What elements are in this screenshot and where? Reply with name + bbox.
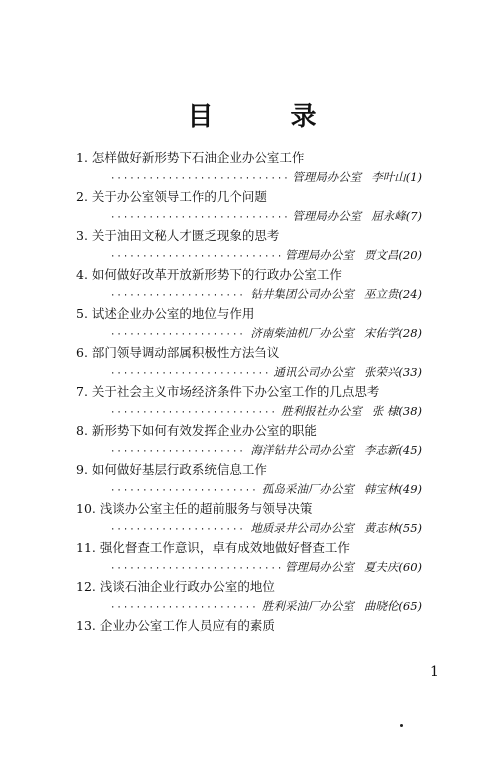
entry-meta [110, 326, 422, 342]
page-title: 目 录 [187, 102, 351, 132]
entry-title: 13. 企业办公室工作人员应有的素质 [76, 618, 275, 633]
entry-author-page: 曲晓伦(65) [363, 599, 422, 613]
entry-source: 通讯公司办公室 [273, 365, 354, 379]
entry-source: 地质录井公司办公室 [250, 521, 354, 535]
toc-entry-7 [76, 384, 422, 423]
entry-author-page: 韩宝林(49) [363, 482, 422, 496]
entry-source: 海洋钻井公司办公室 [250, 443, 354, 457]
toc-entry-13 [76, 618, 422, 657]
entry-title: 12. 浅谈石油企业行政办公室的地位 [76, 579, 275, 594]
table-of-contents [76, 150, 422, 657]
entry-author-page: 巫立贵(24) [363, 287, 422, 301]
entry-author-page: 宋佑学(28) [363, 326, 422, 340]
entry-meta [110, 482, 422, 498]
dot-leader [110, 562, 281, 576]
entry-meta [110, 521, 422, 537]
entry-meta [110, 443, 422, 459]
entry-title: 4. 如何做好改革开放新形势下的行政办公室工作 [76, 267, 342, 282]
dot-leader [110, 523, 246, 537]
toc-entry-8 [76, 423, 422, 462]
print-speck [400, 724, 403, 727]
dot-leader [110, 406, 277, 420]
toc-entry-3 [76, 228, 422, 267]
entry-author-page: 张荣兴(33) [363, 365, 422, 379]
entry-author-page: 张 棣(38) [371, 404, 422, 418]
entry-source: 胜利采油厂办公室 [261, 599, 354, 613]
entry-title: 1. 怎样做好新形势下石油企业办公室工作 [76, 150, 305, 165]
entry-meta [110, 170, 422, 186]
entry-title: 3. 关于油田文秘人才匮乏现象的思考 [76, 228, 280, 243]
entry-title: 8. 新形势下如何有效发挥企业办公室的职能 [76, 423, 317, 438]
entry-source: 胜利报社办公室 [281, 404, 362, 418]
entry-source: 管理局办公室 [284, 560, 354, 574]
entry-title: 6. 部门领导调动部属积极性方法刍议 [76, 345, 280, 360]
entry-author-page: 屈永峰(7) [371, 209, 422, 223]
entry-author-page: 李叶山(1) [371, 170, 422, 184]
entry-title: 5. 试述企业办公室的地位与作用 [76, 306, 255, 321]
entry-title: 2. 关于办公室领导工作的几个问题 [76, 189, 267, 204]
entry-meta [110, 599, 422, 615]
entry-title: 10. 浅谈办公室主任的超前服务与领导决策 [76, 501, 313, 516]
entry-source: 管理局办公室 [284, 248, 354, 262]
entry-author-page: 黄志林(55) [363, 521, 422, 535]
entry-title: 9. 如何做好基层行政系统信息工作 [76, 462, 267, 477]
toc-entry-12 [76, 579, 422, 618]
toc-entry-2 [76, 189, 422, 228]
dot-leader [110, 172, 288, 186]
toc-entry-4 [76, 267, 422, 306]
page-number: 1 [430, 664, 439, 680]
dot-leader [110, 328, 246, 342]
entry-author-page: 李志新(45) [363, 443, 422, 457]
entry-author-page: 夏夫庆(60) [363, 560, 422, 574]
entry-meta [110, 560, 422, 576]
toc-entry-1 [76, 150, 422, 189]
entry-source: 孤岛采油厂办公室 [261, 482, 354, 496]
entry-source: 济南柴油机厂办公室 [250, 326, 354, 340]
dot-leader [110, 601, 258, 615]
entry-meta [110, 365, 422, 381]
dot-leader [110, 484, 258, 498]
entry-meta [110, 248, 422, 264]
dot-leader [110, 211, 288, 225]
entry-meta [110, 404, 422, 420]
entry-title: 7. 关于社会主义市场经济条件下办公室工作的几点思考 [76, 384, 380, 399]
entry-source: 管理局办公室 [292, 209, 362, 223]
dot-leader [110, 250, 281, 264]
entry-meta [110, 209, 422, 225]
toc-entry-5 [76, 306, 422, 345]
dot-leader [110, 367, 269, 381]
toc-entry-10 [76, 501, 422, 540]
entry-author-page: 贾文昌(20) [363, 248, 422, 262]
dot-leader [110, 289, 246, 303]
dot-leader [110, 445, 246, 459]
toc-entry-6 [76, 345, 422, 384]
entry-source: 管理局办公室 [292, 170, 362, 184]
entry-meta [110, 287, 422, 303]
entry-source: 钻井集团公司办公室 [250, 287, 354, 301]
toc-entry-9 [76, 462, 422, 501]
toc-entry-11 [76, 540, 422, 579]
entry-title: 11. 强化督查工作意识，卓有成效地做好督查工作 [76, 540, 350, 555]
